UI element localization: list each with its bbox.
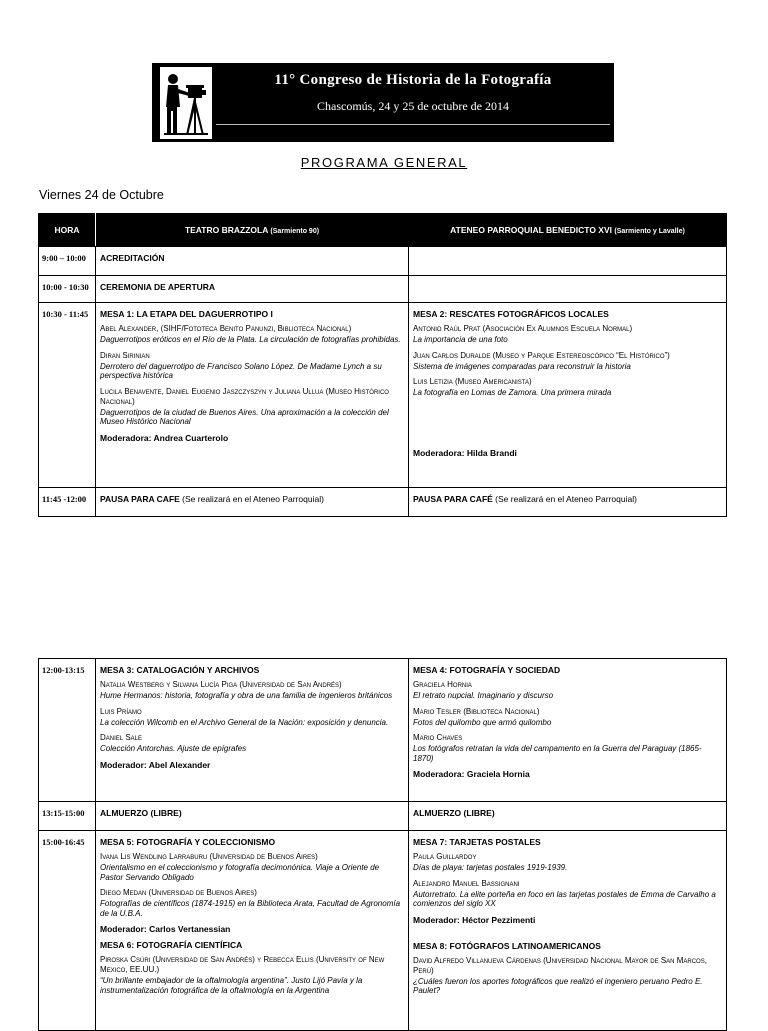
speaker: Diran Sirinian bbox=[100, 350, 150, 360]
talk-title: Daguerrotipos de la ciudad de Buenos Aires. Una aproximación a la colección del Museo Histórico Nacional bbox=[100, 407, 389, 426]
talk-title: El retrato nupcial. Imaginario y discurso bbox=[413, 691, 554, 700]
moderator: Moderadora: Hilda Brandi bbox=[413, 447, 517, 458]
header-ateneo: ATENEO PARROQUIAL BENEDICTO XVI (Sarmiento y Lavalle) bbox=[409, 214, 727, 247]
session-title: CEREMONIA DE APERTURA bbox=[100, 282, 216, 292]
speaker: Luis Príamo bbox=[100, 706, 142, 716]
speaker: Mario Chaves bbox=[413, 733, 463, 742]
time-cell: 11:45 -12:00 bbox=[39, 488, 96, 517]
congress-subtitle: Chascomús, 24 y 25 de octubre de 2014 bbox=[317, 99, 509, 113]
talk-title: Daguerrotipos eróticos en el Río de la Plata. La circulación de fotografías prohibidas. bbox=[100, 335, 401, 344]
speaker: David Alfredo Villanueva Cárdenas (Universidad Nacional Mayor de San Marcos, Perú) bbox=[413, 955, 707, 975]
talk-title: Fotografías de científicos (1874-1915) en la Biblioteca Arata, Facultad de Agronomía de la U.B.A. bbox=[100, 899, 401, 918]
header-hora: HORA bbox=[39, 214, 96, 247]
time-cell: 13:15-15:00 bbox=[39, 802, 96, 831]
talk-title: Derrotero del daguerrotipo de Francisco Solano López. De Madame Lynch a su perspectiva histórica bbox=[100, 361, 382, 380]
break-label: PAUSA PARA CAFÉ (Se realizará en el Ateneo Parroquial) bbox=[413, 494, 637, 504]
talk-title: La fotografía en Lomas de Zamora. Una primera mirada bbox=[413, 388, 612, 397]
talk-title: Autorretrato. La elite porteña en foco en las tarjetas postales de Emma de Carvalho a comienzos del siglo XX bbox=[413, 889, 716, 908]
photographer-logo-icon bbox=[160, 67, 212, 139]
table-row bbox=[39, 831, 727, 1031]
talk-title: La importancia de una foto bbox=[413, 335, 508, 344]
talk-title: Orientalismo en el coleccionismo y fotografía decimonónica. Viaje a Oriente de Pastor Servando Obligado bbox=[100, 863, 380, 882]
moderator: Moderador: Carlos Vertanessian bbox=[100, 924, 231, 934]
table-row bbox=[39, 303, 727, 488]
time-cell: 9:00 – 10:00 bbox=[39, 247, 96, 276]
table-header-row bbox=[39, 214, 727, 247]
speaker: Mario Tesler (Biblioteca Nacional) bbox=[413, 706, 540, 716]
program-title: PROGRAMA GENERAL bbox=[300, 155, 468, 170]
table-row bbox=[39, 802, 727, 831]
mesa-4-title: MESA 4: FOTOGRAFÍA Y SOCIEDAD bbox=[413, 665, 561, 675]
talk-title: Sistema de imágenes comparadas para reconstruir la historia bbox=[413, 361, 631, 371]
speaker: Ivana Lis Wendling Larraburu (Universidad de Buenos Aires) bbox=[100, 852, 318, 861]
talk-title: La colección Wilcomb en el Archivo General de la Nación: exposición y denuncia. bbox=[100, 717, 389, 727]
schedule-table-morning bbox=[38, 213, 727, 517]
speaker: Alejandro Manuel Bassignani bbox=[413, 878, 520, 888]
moderator: Moderador: Abel Alexander bbox=[100, 759, 211, 770]
speaker: Graciela Hornia bbox=[413, 680, 472, 689]
talk-title: Hume Hermanos: historia, fotografía y obra de una familia de ingenieros británicos bbox=[100, 691, 393, 700]
lunch-label: ALMUERZO (LIBRE) bbox=[413, 808, 495, 818]
header-teatro: TEATRO BRAZZOLA (Sarmiento 90) bbox=[96, 214, 409, 247]
speaker: Paula Guillardoy bbox=[413, 852, 477, 861]
table-row bbox=[39, 247, 727, 276]
table-row bbox=[39, 488, 727, 517]
mesa-1-title: MESA 1: LA ETAPA DEL DAGUERROTIPO I bbox=[100, 309, 273, 319]
time-cell: 10:00 - 10:30 bbox=[39, 276, 96, 303]
lunch-label: ALMUERZO (LIBRE) bbox=[100, 808, 182, 818]
talk-title: Fotos del quilombo que armó quilombo bbox=[413, 717, 552, 727]
table-row bbox=[39, 276, 727, 303]
mesa-8-title: MESA 8: FOTÓGRAFOS LATINOAMERICANOS bbox=[413, 940, 601, 951]
mesa-3-title: MESA 3: CATALOGACIÓN Y ARCHIVOS bbox=[100, 665, 260, 675]
speaker: Luis Letizia (Museo Americanista) bbox=[413, 377, 532, 386]
talk-title: “Un brillante embajador de la oftalmología argentina”. Justo Lijó Pavía y la instrumentalización fotográfica de la oftalmología en la Argentina bbox=[100, 976, 363, 995]
moderator: Moderador: Héctor Pezzimenti bbox=[413, 914, 536, 925]
time-cell: 12:00-13:15 bbox=[39, 659, 96, 802]
time-cell: 15:00-16:45 bbox=[39, 831, 96, 1031]
speaker: Natalia Westberg y Silvana Lucía Piga (Universidad de San Andrés) bbox=[100, 680, 342, 689]
speaker: Abel Alexander, (SIHF/Fototeca Benito Panunzi, Biblioteca Nacional) bbox=[100, 324, 352, 333]
congress-banner bbox=[152, 63, 614, 142]
session-title: ACREDITACIÓN bbox=[100, 253, 165, 263]
congress-title: 11° Congreso de Historia de la Fotografía bbox=[274, 72, 552, 88]
speaker: Piroska Csúri (Universidad de San Andrés) y Rebecca Ellis (University of New Mexico, EE.UU.) bbox=[100, 955, 385, 974]
mesa-2-title: MESA 2: RESCATES FOTOGRÁFICOS LOCALES bbox=[413, 309, 609, 319]
moderator: Moderadora: Graciela Hornia bbox=[413, 769, 530, 779]
speaker: Daniel Sale bbox=[100, 733, 143, 742]
talk-title: Los fotógrafos retratan la vida del campamento en la Guerra del Paraguay (1865-1870) bbox=[413, 744, 702, 763]
talk-title: Colección Antorchas. Ajuste de epígrafes bbox=[100, 744, 247, 753]
talk-title: ¿Cuáles fueron los aportes fotográficos que realizó el ingeniero peruano Pedro E. Paulet? bbox=[413, 976, 703, 995]
moderator: Moderadora: Andrea Cuarterolo bbox=[100, 432, 229, 443]
speaker: Diego Medan (Universidad de Buenos Aires) bbox=[100, 888, 257, 897]
talk-title: Días de playa: tarjetas postales 1919-1939. bbox=[413, 863, 568, 872]
break-label: PAUSA PARA CAFE (Se realizará en el Ateneo Parroquial) bbox=[100, 494, 324, 504]
speaker: Lucila Benavente, Daniel Eugenio Jaszczyszyn y Juliana Ullua (Museo Histórico Nacional) bbox=[100, 386, 389, 406]
time-cell: 10:30 - 11:45 bbox=[39, 303, 96, 488]
mesa-7-title: MESA 7: TARJETAS POSTALES bbox=[413, 837, 541, 847]
mesa-5-title: MESA 5: FOTOGRAFÍA Y COLECCIONISMO bbox=[100, 837, 276, 847]
banner-divider bbox=[216, 124, 610, 125]
mesa-6-title: MESA 6: FOTOGRAFÍA CIENTÍFICA bbox=[100, 940, 243, 950]
table-row bbox=[39, 659, 727, 802]
day-label: Viernes 24 de Octubre bbox=[39, 188, 164, 202]
schedule-table-afternoon bbox=[38, 658, 727, 1031]
speaker: Juan Carlos Duralde (Museo y Parque Estereoscópico “El Histórico”) bbox=[413, 350, 670, 360]
speaker: Antonio Raúl Prat (Asociación Ex Alumnos Escuela Normal) bbox=[413, 324, 633, 333]
